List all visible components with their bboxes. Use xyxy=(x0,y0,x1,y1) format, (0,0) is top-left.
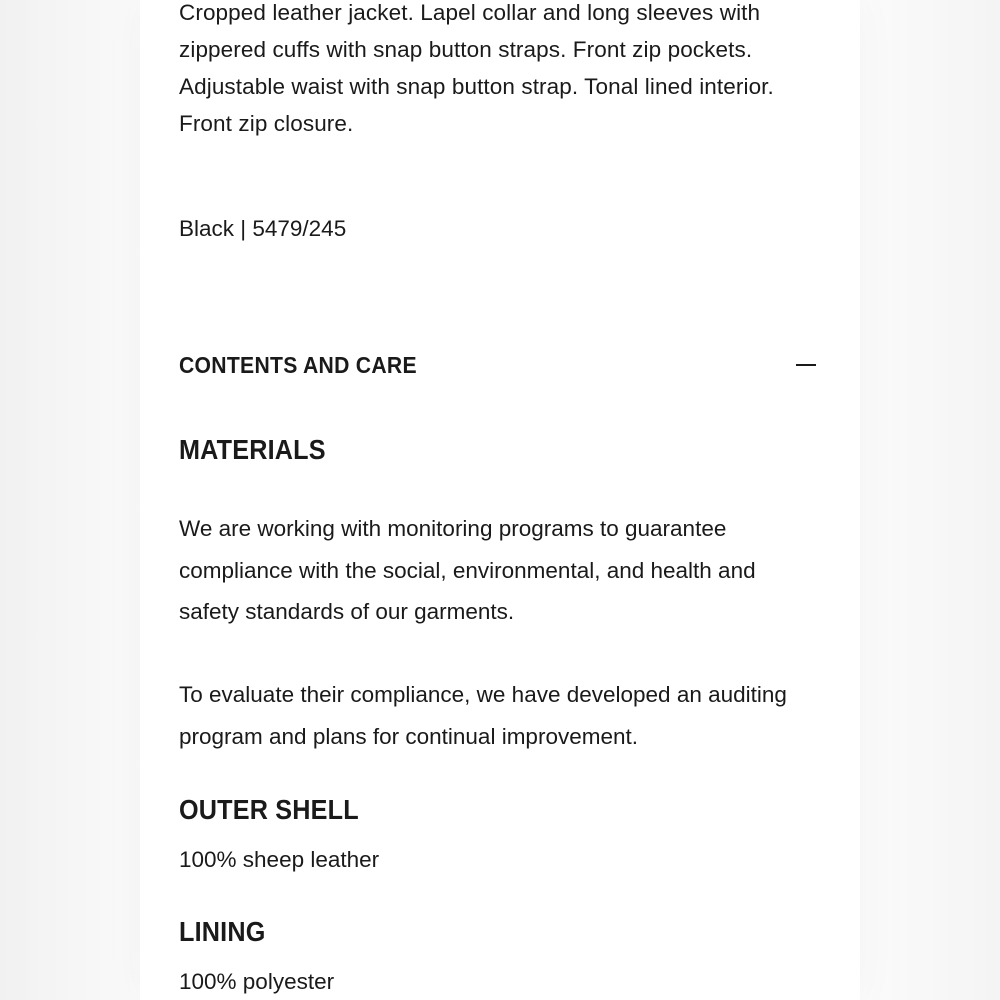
product-details-panel xyxy=(140,0,860,1000)
outer-shell-heading: OUTER SHELL xyxy=(179,794,359,825)
lining-heading: LINING xyxy=(179,916,266,947)
outer-shell-composition: 100% sheep leather xyxy=(179,847,380,872)
materials-heading: MATERIALS xyxy=(179,434,326,465)
color-reference: Black | 5479/245 xyxy=(179,216,347,241)
materials-paragraph: We are working with monitoring programs to guarantee compliance with the social, environmental, and health and safety standards of our garments. xyxy=(179,516,756,624)
product-description: Cropped leather jacket. Lapel collar and long sleeves with zippered cuffs with snap button straps. Front zip pockets. Adjustable waist with snap button strap. Tonal lined interior. Front zip closure. xyxy=(179,0,774,136)
minus-icon[interactable] xyxy=(795,354,817,376)
contents-and-care-title: CONTENTS AND CARE xyxy=(179,351,417,378)
contents-and-care-toggle[interactable] xyxy=(179,346,819,384)
materials-paragraph: To evaluate their compliance, we have developed an auditing program and plans for continual improvement. xyxy=(179,682,787,749)
lining-composition: 100% polyester xyxy=(179,969,335,994)
